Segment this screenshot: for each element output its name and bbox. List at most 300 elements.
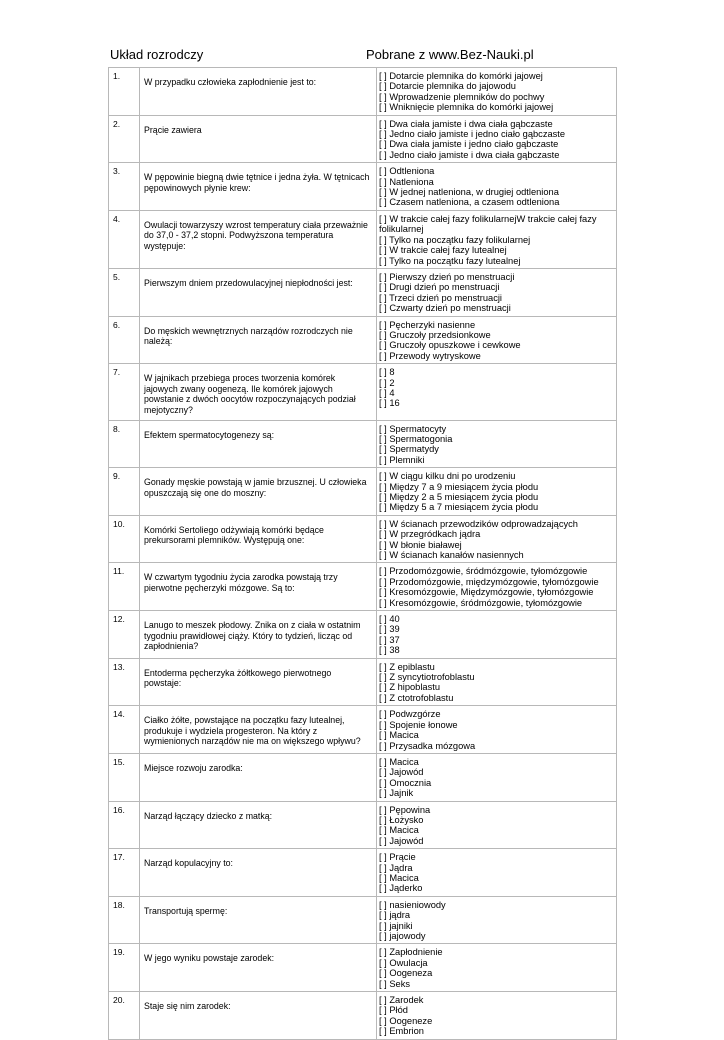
answer-option-label: Embrion: [389, 1026, 424, 1037]
answer-option[interactable]: [379, 741, 614, 751]
answer-options: [377, 268, 617, 316]
answer-option[interactable]: [379, 682, 614, 692]
answer-option-label: Spermatocyty: [389, 423, 447, 434]
checkbox-icon[interactable]: [ ]: [379, 995, 387, 1006]
source-label: Pobrane z www.Bez-Nauki.pl: [366, 47, 534, 62]
answer-option[interactable]: [379, 624, 614, 634]
checkbox-icon[interactable]: [ ]: [379, 862, 387, 873]
answer-option-label: 4: [389, 387, 395, 398]
checkbox-icon[interactable]: [ ]: [379, 367, 387, 378]
answer-option[interactable]: [379, 566, 614, 576]
checkbox-icon[interactable]: [ ]: [379, 692, 387, 703]
question-text: Prącie zawiera: [140, 115, 377, 163]
answer-option-label: W błonie białawej: [389, 539, 462, 550]
checkbox-icon[interactable]: [ ]: [379, 957, 387, 968]
question-number: 8.: [109, 420, 140, 468]
answer-option-label: nasieniowody: [389, 899, 446, 910]
answer-option[interactable]: [379, 614, 614, 624]
question-row: [109, 316, 617, 364]
checkbox-icon[interactable]: [ ]: [379, 187, 387, 198]
question-text: Miejsce rozwoju zarodka:: [140, 753, 377, 801]
checkbox-icon[interactable]: [ ]: [379, 71, 387, 81]
question-row: [109, 992, 617, 1040]
answer-option[interactable]: [379, 256, 614, 266]
answer-option[interactable]: [379, 921, 614, 931]
question-row: [109, 563, 617, 611]
answer-option[interactable]: [379, 102, 614, 112]
question-row: [109, 468, 617, 516]
question-number: 12.: [109, 611, 140, 659]
checkbox-icon[interactable]: [ ]: [379, 587, 387, 598]
answer-option-label: Przodomózgowie, śródmózgowie, tyłomózgowie: [389, 566, 588, 577]
answer-option-label: Dotarcie plemnika do jajowodu: [389, 81, 516, 92]
checkbox-icon[interactable]: [ ]: [379, 350, 387, 361]
checkbox-icon[interactable]: [ ]: [379, 329, 387, 340]
answer-option[interactable]: [379, 471, 614, 481]
answer-option[interactable]: [379, 166, 614, 176]
answer-option[interactable]: [379, 540, 614, 550]
answer-option[interactable]: [379, 947, 614, 957]
answer-option-label: Czwarty dzień po menstruacji: [389, 303, 511, 314]
answer-option[interactable]: [379, 272, 614, 282]
checkbox-icon[interactable]: [ ]: [379, 255, 387, 266]
question-number: 3.: [109, 163, 140, 211]
question-row: [109, 801, 617, 849]
answer-option[interactable]: [379, 303, 614, 313]
answer-option-label: Jądra: [389, 862, 413, 873]
answer-option-label: Jajowód: [389, 835, 424, 846]
answer-option[interactable]: [379, 883, 614, 893]
checkbox-icon[interactable]: [ ]: [379, 634, 387, 645]
answer-option[interactable]: [379, 815, 614, 825]
answer-option[interactable]: [379, 979, 614, 989]
answer-options: [377, 68, 617, 116]
answer-option[interactable]: [379, 672, 614, 682]
answer-option[interactable]: [379, 320, 614, 330]
answer-option[interactable]: [379, 529, 614, 539]
answer-options: [377, 992, 617, 1040]
answer-option[interactable]: [379, 81, 614, 91]
checkbox-icon[interactable]: [ ]: [379, 398, 387, 409]
checkbox-icon[interactable]: [ ]: [379, 149, 387, 160]
question-number: 19.: [109, 944, 140, 992]
answer-option[interactable]: [379, 340, 614, 350]
answer-option-label: 2: [389, 377, 395, 388]
answer-option-label: 8: [389, 367, 395, 378]
answer-option-label: Pierwszy dzień po menstruacji: [389, 271, 515, 282]
answer-option[interactable]: [379, 662, 614, 672]
answer-option-label: 39: [389, 624, 400, 635]
answer-option[interactable]: [379, 197, 614, 207]
checkbox-icon[interactable]: [ ]: [379, 139, 387, 150]
answer-option[interactable]: [379, 177, 614, 187]
checkbox-icon[interactable]: [ ]: [379, 491, 387, 502]
checkbox-icon[interactable]: [ ]: [379, 271, 387, 282]
checkbox-icon[interactable]: [ ]: [379, 576, 387, 587]
answer-option[interactable]: [379, 129, 614, 139]
checkbox-icon[interactable]: [ ]: [379, 661, 387, 672]
answer-options: [377, 706, 617, 754]
checkbox-icon[interactable]: [ ]: [379, 197, 387, 208]
question-row: [109, 753, 617, 801]
question-row: [109, 896, 617, 944]
answer-option[interactable]: [379, 720, 614, 730]
answer-option-label: Dwa ciała jamiste i jedno ciało gąbczaste: [389, 139, 559, 150]
answer-option[interactable]: [379, 693, 614, 703]
checkbox-icon[interactable]: [ ]: [379, 481, 387, 492]
answer-option[interactable]: [379, 635, 614, 645]
checkbox-icon[interactable]: [ ]: [379, 529, 387, 540]
answer-option-label: Omocznia: [389, 777, 432, 788]
document-title: Układ rozrodczy: [110, 47, 204, 62]
question-text: Narząd łączący dziecko z matką:: [140, 801, 377, 849]
answer-options: [377, 163, 617, 211]
checkbox-icon[interactable]: [ ]: [379, 788, 387, 799]
checkbox-icon[interactable]: [ ]: [379, 377, 387, 388]
answer-option[interactable]: [379, 863, 614, 873]
answer-option-label: Wprowadzenie plemników do pochwy: [389, 91, 545, 102]
checkbox-icon[interactable]: [ ]: [379, 454, 387, 465]
question-row: [109, 658, 617, 706]
answer-option[interactable]: [379, 587, 614, 597]
checkbox-icon[interactable]: [ ]: [379, 968, 387, 979]
answer-option-label: Macica: [389, 825, 419, 836]
answer-option-label: Macica: [389, 872, 419, 883]
checkbox-icon[interactable]: [ ]: [379, 947, 387, 958]
checkbox-icon[interactable]: [ ]: [379, 129, 387, 140]
question-number: 9.: [109, 468, 140, 516]
answer-options: [377, 316, 617, 364]
checkbox-icon[interactable]: [ ]: [379, 319, 387, 330]
checkbox-icon[interactable]: [ ]: [379, 814, 387, 825]
answer-option-label: Natleniona: [389, 176, 434, 187]
checkbox-icon[interactable]: [ ]: [379, 1005, 387, 1016]
answer-option[interactable]: [379, 757, 614, 767]
answer-option-label: Przodomózgowie, międzymózgowie, tyłomózgowie: [389, 576, 599, 587]
checkbox-icon[interactable]: [ ]: [379, 804, 387, 815]
answer-option[interactable]: [379, 139, 614, 149]
answer-option[interactable]: [379, 388, 614, 398]
answer-options: [377, 210, 617, 268]
checkbox-icon[interactable]: [ ]: [379, 777, 387, 788]
answer-options: [377, 115, 617, 163]
checkbox-icon[interactable]: [ ]: [379, 899, 387, 910]
answer-options: [377, 753, 617, 801]
checkbox-icon[interactable]: [ ]: [379, 292, 387, 303]
answer-option[interactable]: [379, 351, 614, 361]
answer-options: [377, 944, 617, 992]
question-text: Entoderma pęcherzyka żółtkowego pierwotnego powstaje:: [140, 658, 377, 706]
question-row: [109, 115, 617, 163]
checkbox-icon[interactable]: [ ]: [379, 1026, 387, 1037]
checkbox-icon[interactable]: [ ]: [379, 502, 387, 513]
checkbox-icon[interactable]: [ ]: [379, 550, 387, 560]
answer-option[interactable]: [379, 1016, 614, 1026]
answer-option-label: W trakcie całej fazy lutealnej: [389, 245, 507, 256]
question-row: [109, 849, 617, 897]
answer-option-label: Trzeci dzień po menstruacji: [389, 292, 502, 303]
question-row: [109, 420, 617, 468]
checkbox-icon[interactable]: [ ]: [379, 614, 387, 625]
answer-option[interactable]: [379, 150, 614, 160]
question-text: Owulacji towarzyszy wzrost temperatury ciała przeważnie do 37,0 - 37,2 stopni. Podwyższona temperatura występuje:: [140, 210, 377, 268]
answer-option[interactable]: [379, 931, 614, 941]
checkbox-icon[interactable]: [ ]: [379, 740, 387, 751]
answer-option[interactable]: [379, 519, 614, 529]
checkbox-icon[interactable]: [ ]: [379, 387, 387, 398]
checkbox-icon[interactable]: [ ]: [379, 835, 387, 846]
question-text: W czwartym tygodniu życia zarodka powstają trzy pierwotne pęcherzyki mózgowe. Są to:: [140, 563, 377, 611]
answer-option[interactable]: [379, 92, 614, 102]
checkbox-icon[interactable]: [ ]: [379, 756, 387, 767]
checkbox-icon[interactable]: [ ]: [379, 931, 387, 941]
question-text: W pępowinie biegną dwie tętnice i jedna żyła. W tętnicach pępowinowych płynie krew:: [140, 163, 377, 211]
answer-option-label: Między 2 a 5 miesiącem życia płodu: [389, 491, 539, 502]
question-number: 6.: [109, 316, 140, 364]
checkbox-icon[interactable]: [ ]: [379, 433, 387, 444]
answer-option-label: jądra: [389, 910, 411, 921]
answer-option[interactable]: [379, 119, 614, 129]
answer-option-label: Z ctotrofoblastu: [389, 692, 454, 703]
checkbox-icon[interactable]: [ ]: [379, 245, 387, 256]
answer-option-label: Spermatydy: [389, 444, 439, 455]
answer-option-label: Gruczoły przedsionkowe: [389, 329, 491, 340]
answer-option-label: W ścianach przewodzików odprowadzających: [389, 518, 578, 529]
answer-option[interactable]: [379, 398, 614, 408]
question-text: Ciałko żółte, powstające na początku fazy lutealnej, produkuje i wydziela progesteron. Na który z wymienionych narządów nie ma on większego wpływu?: [140, 706, 377, 754]
question-text: W przypadku człowieka zapłodnienie jest to:: [140, 68, 377, 116]
checkbox-icon[interactable]: [ ]: [379, 234, 387, 245]
answer-option-label: W ciągu kilku dni po urodzeniu: [389, 471, 516, 482]
answer-option[interactable]: [379, 245, 614, 255]
answer-option[interactable]: [379, 873, 614, 883]
checkbox-icon[interactable]: [ ]: [379, 91, 387, 102]
question-number: 10.: [109, 515, 140, 563]
answer-option[interactable]: [379, 492, 614, 502]
checkbox-icon[interactable]: [ ]: [379, 719, 387, 730]
question-number: 16.: [109, 801, 140, 849]
question-text: W jajnikach przebiega proces tworzenia komórek jajowych zwany oogenezą. Ile komórek jajowych powstanie z dwóch oocytów rozpoczynających podział mejotyczny?: [140, 364, 377, 420]
checkbox-icon[interactable]: [ ]: [379, 645, 387, 656]
answer-option-label: W przegródkach jądra: [389, 529, 481, 540]
checkbox-icon[interactable]: [ ]: [379, 624, 387, 635]
answer-option-label: Jajnik: [389, 788, 414, 799]
question-number: 7.: [109, 364, 140, 420]
answer-option-label: Z syncytiotrofoblastu: [389, 672, 475, 683]
answer-option[interactable]: [379, 968, 614, 978]
answer-options: [377, 515, 617, 563]
answer-option[interactable]: [379, 187, 614, 197]
question-number: 18.: [109, 896, 140, 944]
checkbox-icon[interactable]: [ ]: [379, 767, 387, 778]
checkbox-icon[interactable]: [ ]: [379, 81, 387, 92]
answer-option-label: Pęcherzyki nasienne: [389, 319, 476, 330]
answer-option-label: Oogeneza: [389, 968, 433, 979]
checkbox-icon[interactable]: [ ]: [379, 978, 387, 989]
answer-option-label: W trakcie całej fazy folikularnejW trakcie całej fazy folikularnej: [379, 213, 597, 235]
question-number: 1.: [109, 68, 140, 116]
answer-option[interactable]: [379, 709, 614, 719]
answer-option[interactable]: [379, 788, 614, 798]
checkbox-icon[interactable]: [ ]: [379, 709, 387, 720]
question-number: 4.: [109, 210, 140, 268]
answer-option-label: W ścianach kanałów nasiennych: [389, 550, 524, 560]
answer-option[interactable]: [379, 577, 614, 587]
checkbox-icon[interactable]: [ ]: [379, 597, 387, 608]
checkbox-icon[interactable]: [ ]: [379, 730, 387, 741]
answer-option-label: Łożysko: [389, 814, 424, 825]
answer-option[interactable]: [379, 330, 614, 340]
answer-option[interactable]: [379, 995, 614, 1005]
answer-options: [377, 849, 617, 897]
question-row: [109, 611, 617, 659]
answer-option[interactable]: [379, 434, 614, 444]
answer-option[interactable]: [379, 825, 614, 835]
answer-option-label: Tylko na początku fazy folikularnej: [389, 234, 531, 245]
answer-option-label: Pępowina: [389, 804, 431, 815]
checkbox-icon[interactable]: [ ]: [379, 682, 387, 693]
answer-option[interactable]: [379, 767, 614, 777]
checkbox-icon[interactable]: [ ]: [379, 910, 387, 921]
answer-option-label: Odtleniona: [389, 166, 435, 177]
checkbox-icon[interactable]: [ ]: [379, 539, 387, 550]
checkbox-icon[interactable]: [ ]: [379, 920, 387, 931]
checkbox-icon[interactable]: [ ]: [379, 852, 387, 863]
answer-option-label: Zapłodnienie: [389, 947, 443, 958]
checkbox-icon[interactable]: [ ]: [379, 166, 387, 177]
checkbox-icon[interactable]: [ ]: [379, 518, 387, 529]
checkbox-icon[interactable]: [ ]: [379, 1015, 387, 1026]
answer-options: [377, 611, 617, 659]
checkbox-icon[interactable]: [ ]: [379, 340, 387, 351]
checkbox-icon[interactable]: [ ]: [379, 282, 387, 293]
answer-option[interactable]: [379, 778, 614, 788]
checkbox-icon[interactable]: [ ]: [379, 176, 387, 187]
answer-option-label: Drugi dzień po menstruacji: [389, 282, 500, 293]
answer-option[interactable]: [379, 293, 614, 303]
answer-option[interactable]: [379, 836, 614, 846]
answer-option[interactable]: [379, 1026, 614, 1036]
question-text: W jego wyniku powstaje zarodek:: [140, 944, 377, 992]
question-row: [109, 163, 617, 211]
answer-option[interactable]: [379, 852, 614, 862]
question-text: Transportują spermę:: [140, 896, 377, 944]
answer-option[interactable]: [379, 71, 614, 81]
answer-option-label: Czasem natleniona, a czasem odtleniona: [389, 197, 560, 208]
question-number: 11.: [109, 563, 140, 611]
question-text: Pierwszym dniem przedowulacyjnej niepłodności jest:: [140, 268, 377, 316]
answer-option-label: Macica: [389, 730, 419, 741]
answer-option-label: 38: [389, 645, 400, 656]
answer-option[interactable]: [379, 900, 614, 910]
question-text: Komórki Sertoliego odżywiają komórki będące prekursorami plemników. Występują one:: [140, 515, 377, 563]
answer-option-label: 16: [389, 398, 400, 409]
checkbox-icon[interactable]: [ ]: [379, 471, 387, 482]
answer-options: [377, 420, 617, 468]
checkbox-icon[interactable]: [ ]: [379, 444, 387, 455]
question-text: Efektem spermatocytogenezy są:: [140, 420, 377, 468]
answer-option[interactable]: [379, 378, 614, 388]
answer-option-label: Między 5 a 7 miesiącem życia płodu: [389, 502, 539, 513]
question-number: 5.: [109, 268, 140, 316]
answer-option-label: Jajowód: [389, 767, 424, 778]
answer-option[interactable]: [379, 502, 614, 512]
checkbox-icon[interactable]: [ ]: [379, 566, 387, 577]
answer-option-label: Z epiblastu: [389, 661, 435, 672]
answer-option-label: Macica: [389, 756, 419, 767]
checkbox-icon[interactable]: [ ]: [379, 872, 387, 883]
answer-option-label: Kresomózgowie, śródmózgowie, tyłomózgowie: [389, 597, 583, 608]
question-number: 20.: [109, 992, 140, 1040]
answer-option[interactable]: [379, 214, 614, 235]
answer-option-label: Przewody wytryskowe: [389, 350, 481, 361]
answer-options: [377, 658, 617, 706]
checkbox-icon[interactable]: [ ]: [379, 213, 387, 224]
checkbox-icon[interactable]: [ ]: [379, 672, 387, 683]
answer-option[interactable]: [379, 550, 614, 560]
answer-option-label: Plemniki: [389, 454, 425, 465]
question-number: 14.: [109, 706, 140, 754]
answer-option-label: Jąderko: [389, 883, 423, 894]
answer-option-label: Podwzgórze: [389, 709, 441, 720]
answer-option[interactable]: [379, 910, 614, 920]
checkbox-icon[interactable]: [ ]: [379, 118, 387, 129]
answer-option-label: Przysadka mózgowa: [389, 740, 476, 751]
answer-option[interactable]: [379, 367, 614, 377]
answer-option[interactable]: [379, 444, 614, 454]
answer-option-label: Jedno ciało jamiste i dwa ciała gąbczaste: [389, 149, 560, 160]
question-row: [109, 268, 617, 316]
answer-option-label: Kresomózgowie, Międzymózgowie, tyłomózgowie: [389, 587, 594, 598]
answer-option-label: 40: [389, 614, 400, 625]
answer-option[interactable]: [379, 958, 614, 968]
answer-option[interactable]: [379, 482, 614, 492]
answer-option[interactable]: [379, 645, 614, 655]
checkbox-icon[interactable]: [ ]: [379, 423, 387, 434]
question-number: 2.: [109, 115, 140, 163]
answer-option-label: W jednej natleniona, w drugiej odtleniona: [389, 187, 559, 198]
answer-option-label: Prącie: [389, 852, 416, 863]
question-row: [109, 210, 617, 268]
answer-option-label: 37: [389, 634, 400, 645]
answer-option[interactable]: [379, 1005, 614, 1015]
answer-option-label: Gruczoły opuszkowe i cewkowe: [389, 340, 521, 351]
answer-option[interactable]: [379, 455, 614, 465]
answer-option-label: Dwa ciała jamiste i dwa ciała gąbczaste: [389, 118, 553, 129]
checkbox-icon[interactable]: [ ]: [379, 102, 387, 113]
checkbox-icon[interactable]: [ ]: [379, 883, 387, 894]
answer-option[interactable]: [379, 424, 614, 434]
answer-option[interactable]: [379, 805, 614, 815]
question-row: [109, 68, 617, 116]
answer-option-label: Jedno ciało jamiste i jedno ciało gąbczaste: [389, 129, 566, 140]
answer-options: [377, 801, 617, 849]
answer-option-label: Spojenie łonowe: [389, 719, 458, 730]
answer-options: [377, 468, 617, 516]
answer-option-label: Dotarcie plemnika do komórki jajowej: [389, 71, 543, 81]
answer-option[interactable]: [379, 730, 614, 740]
question-row: [109, 706, 617, 754]
answer-option[interactable]: [379, 598, 614, 608]
answer-option-label: Tylko na początku fazy lutealnej: [389, 255, 521, 266]
question-number: 15.: [109, 753, 140, 801]
answer-options: [377, 364, 617, 420]
answer-option[interactable]: [379, 235, 614, 245]
answer-option-label: Owulacja: [389, 957, 428, 968]
checkbox-icon[interactable]: [ ]: [379, 825, 387, 836]
checkbox-icon[interactable]: [ ]: [379, 303, 387, 314]
answer-option[interactable]: [379, 282, 614, 292]
